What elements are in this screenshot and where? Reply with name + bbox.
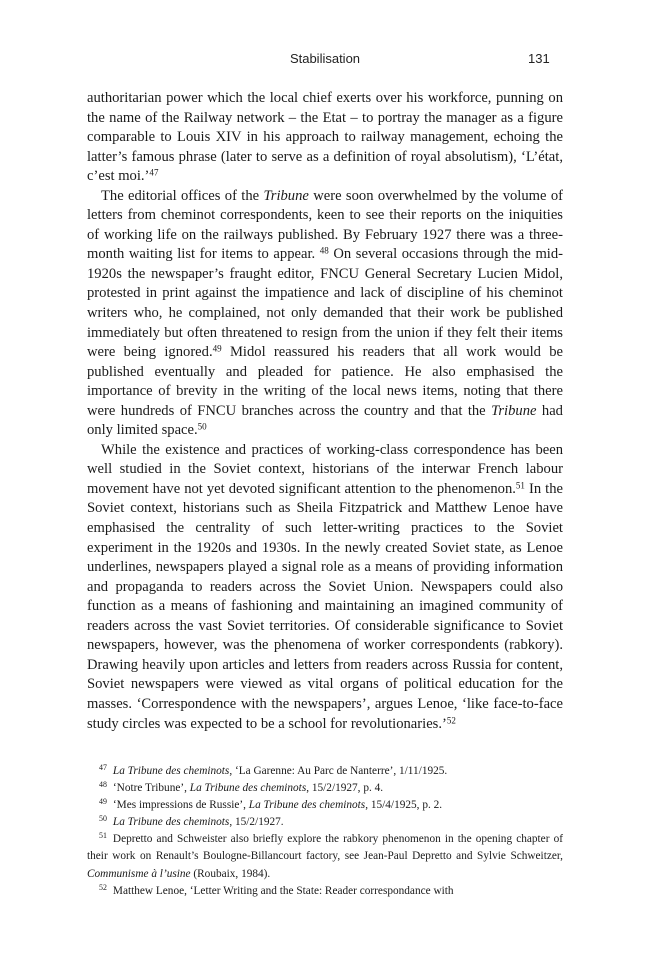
paragraph <box>87 187 563 441</box>
text-run: (Roubaix, 1984). <box>190 867 271 880</box>
page-number: 131 <box>528 51 550 66</box>
italic-text: Tribune <box>491 402 537 419</box>
text-run: Depretto and Schweister also briefly explore the rabkory phenomenon in the opening chapter of their work on Renault’s Boulogne-Billancourt factory, see Jean-Paul Depretto and Sylvie Schweitzer, <box>87 833 563 863</box>
text-run: , 15/4/1925, p. 2. <box>365 799 443 812</box>
footnote-ref: 49 <box>212 343 222 354</box>
footnote-ref: 50 <box>197 421 207 432</box>
footnote-ref: 51 <box>515 480 525 491</box>
body-text <box>87 89 563 734</box>
footnote <box>87 763 563 780</box>
text-run: The editorial offices of the <box>101 187 264 204</box>
text-run: ‘Notre Tribune’, <box>112 782 190 795</box>
footnote-number: 47 <box>99 762 107 772</box>
text-run: were soon overwhelmed by the volume of letters from cheminot correspondents, keen to see their reports on the iniquities of working life on the railways published. By February 1927 there was a three-month waiting list for items to appear. <box>87 187 563 263</box>
footnote <box>87 831 563 882</box>
text-run: , 15/2/1927, p. 4. <box>306 782 384 795</box>
footnote-ref: 47 <box>149 167 159 178</box>
footnote-number: 48 <box>99 779 107 789</box>
text-run: authoritarian power which the local chief exerts over his workforce, punning on the name of the Railway network – the Etat – to portray the manager as a figure comparable to Louis XIV in his approach to railway management, echoing the latter’s famous phrase (later to serve as a definition of royal absolutism), ‘L’état, c’est moi.’ <box>87 90 563 185</box>
italic-text: Communisme à l’usine <box>87 867 191 880</box>
italic-text: La Tribune des cheminots <box>112 816 230 829</box>
paragraph <box>87 441 563 734</box>
text-run: , 15/2/1927. <box>229 816 284 829</box>
text-run: ‘Mes impressions de Russie’, <box>112 799 249 812</box>
footnote <box>87 780 563 797</box>
text-run: Midol reassured his readers that all work would be published eventually and pleaded for patience. He also emphasised the importance of brevity in the writing of the local news items, noting that there were hundreds of FNCU branches across the country and that the <box>87 344 563 419</box>
footnotes <box>87 763 563 900</box>
italic-text: La Tribune des cheminots <box>189 782 307 795</box>
footnote-number: 52 <box>99 882 107 892</box>
text-run: On several occasions through the mid-1920s the newspaper’s fraught editor, FNCU General Secretary Lucien Midol, protested in print against the impatience and lack of discipline of his cheminot writers who, he complained, not only demanded that their work be published immediately but often threatened to resign from the union if they felt their items were being ignored. <box>87 246 564 361</box>
footnote-number: 49 <box>99 797 107 807</box>
text-run: , ‘La Garenne: Au Parc de Nanterre’, 1/11/1925. <box>229 765 448 777</box>
text-run: While the existence and practices of working-class correspondence has been well studied in the Soviet context, historians of the interwar French labour movement have not yet devoted significant attention to the phenomenon. <box>87 441 563 497</box>
paragraph <box>87 89 563 187</box>
footnote <box>87 797 563 814</box>
italic-text: La Tribune des cheminots <box>112 765 230 777</box>
running-title: Stabilisation <box>289 51 361 66</box>
italic-text: La Tribune des cheminots <box>248 799 366 812</box>
italic-text: Tribune <box>263 187 309 204</box>
footnote-ref: 52 <box>446 714 456 725</box>
text-run: Matthew Lenoe, ‘Letter Writing and the State: Reader correspondance with <box>112 884 454 897</box>
footnote <box>87 883 563 900</box>
footnote-number: 51 <box>99 831 107 841</box>
footnote-ref: 48 <box>319 245 329 256</box>
footnote <box>87 814 563 831</box>
text-run: In the Soviet context, historians such as Sheila Fitzpatrick and Matthew Lenoe have emphasised the centrality of such letter-writing practices to the Soviet experiment in the 1920s and 1930s. In the newly created Soviet state, as Lenoe underlines, newspapers played a signal role as a means of providing information and propaganda to readers across the Soviet Union. Newspapers could also function as a means of fashioning and maintaining an imagined community of readers across the vast Soviet territories. Of considerable significance to Soviet newspapers, however, was the phenomena of worker correspondents (rabkory). Drawing heavily upon articles and letters from readers across Russia for content, Soviet newspapers were viewed as vital organs of political education for the masses. ‘Correspondence with the newspapers’, argues Lenoe, ‘like face-to-face study circles was expected to be a school for revolutionaries.’ <box>87 480 563 732</box>
text-run: had only limited space. <box>87 402 563 439</box>
footnote-number: 50 <box>99 814 107 824</box>
